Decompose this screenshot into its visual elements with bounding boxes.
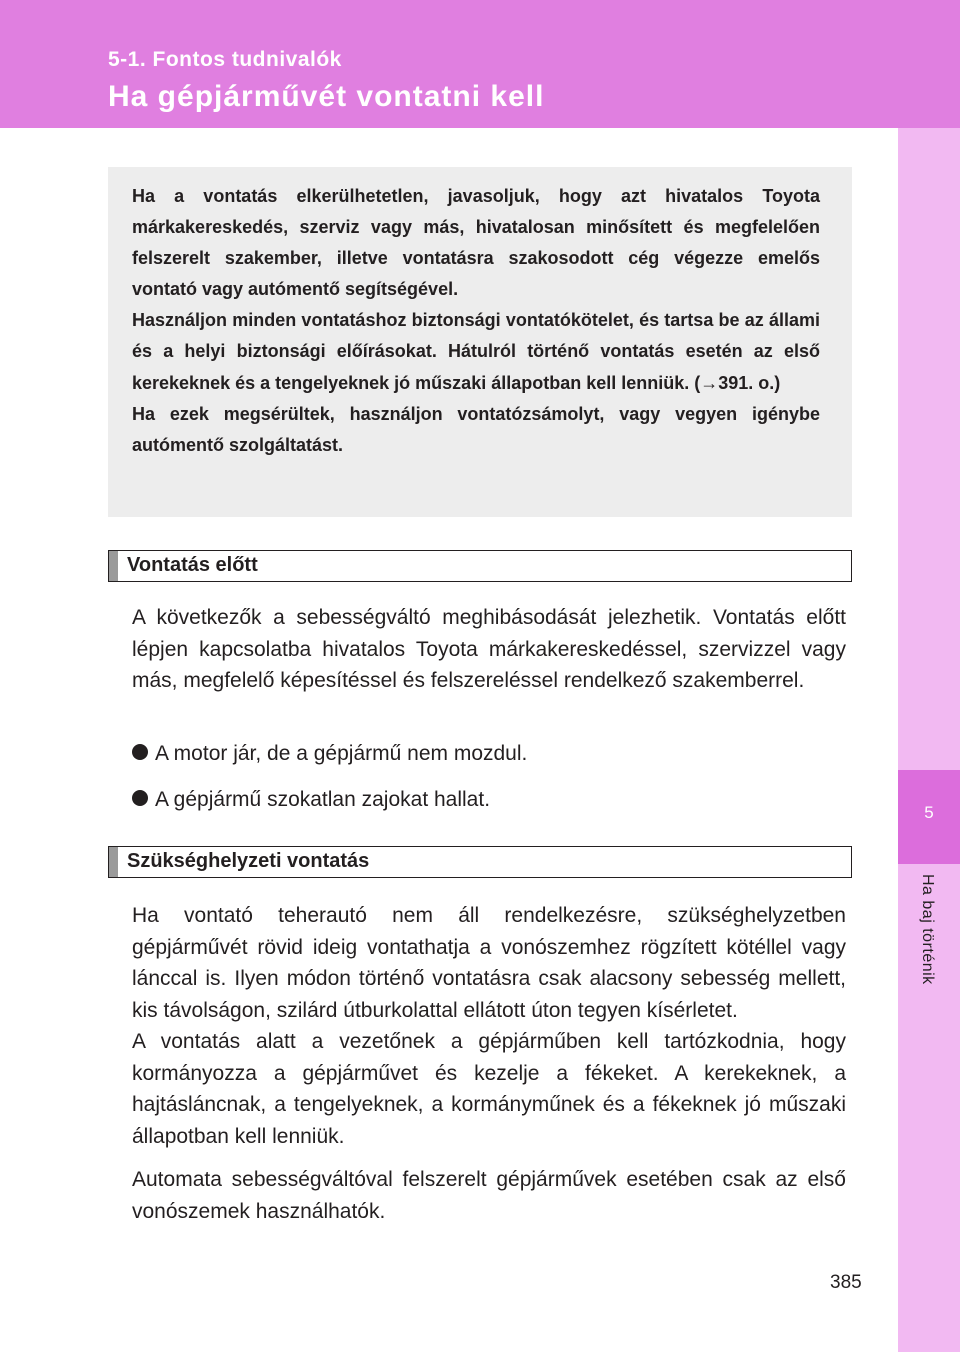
heading-accent-bar [109, 847, 118, 877]
bullet-item [132, 742, 527, 766]
section-1-intro [132, 602, 846, 697]
section-label: 5-1. Fontos tudnivalók [108, 48, 342, 71]
chapter-label: Ha baj történik [919, 874, 936, 985]
body-paragraph: Ha vontató teherautó nem áll rendelkezésre, szükséghelyzetben gépjárművét rövid ideig vontathatja a vonószemhez rögzített kötéllel vagy lánccal is. Ilyen módon történő vontatásra csak alacsony sebesség mellett, kis távolságon, szilárd útburkolattal ellátott úton tegyen kísérletet. [132, 904, 846, 1022]
page-title: Ha gépjárművét vontatni kell [108, 80, 545, 113]
section-heading-before-towing [108, 550, 852, 582]
bullet-text: A motor jár, de a gépjármű nem mozdul. [155, 742, 528, 765]
bullet-item [132, 788, 490, 812]
page-number: 385 [830, 1272, 862, 1293]
info-paragraph: Ha a vontatás elkerülhetetlen, javasoljuk, hogy azt hivatalos Toyota márkakereskedés, szerviz vagy más, hivatalosan minősített és megfelelően felszerelt szakember, illetve vontatásra szakosodott cég végezze emelős vontató vagy autómentő segítségével. [132, 186, 820, 300]
page-header [0, 0, 960, 128]
bullet-text: A gépjármű szokatlan zajokat hallat. [155, 788, 491, 811]
body-paragraph: A következők a sebességváltó meghibásodását jelezhetik. Vontatás előtt lépjen kapcsolatba hivatalos Toyota márkakereskedéssel, szervizzel vagy más, megfelelő képesítéssel és felszereléssel rendelkező szakemberrel. [132, 606, 846, 692]
section-heading-emergency-towing [108, 846, 852, 878]
section-heading-label: Szükséghelyzeti vontatás [127, 850, 370, 872]
body-paragraph: Automata sebességváltóval felszerelt gépjárművek esetében csak az első vonószemek használhatók. [132, 1168, 846, 1223]
side-tab-strip [898, 128, 960, 1352]
body-paragraph: A vontatás alatt a vezetőnek a gépjárműben kell tartózkodnia, hogy kormányozza a gépjárművet és kezelje a fékeket. A kerekeknek, a hajtásláncnak, a tengelyeknek, a kormányműnek és a fékeknek jó műszaki állapotban kell lenniük. [132, 1030, 846, 1148]
chapter-number: 5 [924, 803, 934, 822]
heading-accent-bar [109, 551, 118, 581]
bullet-icon [132, 790, 148, 806]
bullet-icon [132, 744, 148, 760]
info-box [108, 167, 852, 517]
info-paragraph: Ha ezek megsérültek, használjon vontatózsámolyt, vagy vegyen igénybe autómentő szolgáltatást. [132, 403, 820, 455]
section-heading-label: Vontatás előtt [127, 554, 258, 576]
info-paragraph: Használjon minden vontatáshoz biztonsági vontatókötelet, és tartsa be az állami és a helyi biztonsági előírásokat. Hátulról történő vontatás esetén az első kerekeknek és a tengelyeknek jó műszaki állapotban kell lenniük. (→391. o.) [132, 310, 820, 393]
section-2-body [132, 900, 846, 1227]
